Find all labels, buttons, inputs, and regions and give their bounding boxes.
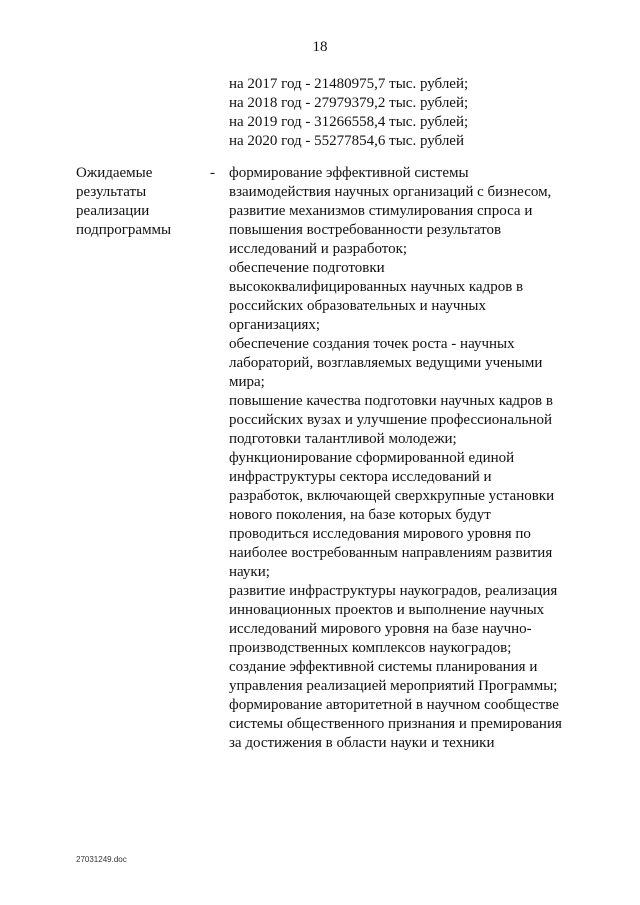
results-line: мира; xyxy=(229,374,265,390)
funding-line-2018: на 2018 год - 27979379,2 тыс. рублей; xyxy=(229,95,469,111)
results-line: производственных комплексов наукоградов; xyxy=(229,640,512,656)
results-line: науки; xyxy=(229,564,270,580)
funding-line-2020: на 2020 год - 55277854,6 тыс. рублей xyxy=(229,133,464,149)
section-label-line: Ожидаемые xyxy=(76,165,153,181)
results-line: организациях; xyxy=(229,317,321,333)
section-label-line: результаты xyxy=(76,184,147,200)
page-number: 18 xyxy=(312,39,328,55)
results-line: российских образовательных и научных xyxy=(229,298,486,314)
results-line: функционирование сформированной единой xyxy=(229,450,515,466)
results-line: формирование эффективной системы xyxy=(229,165,469,181)
results-line: взаимодействия научных организаций с бизнесом, xyxy=(229,184,552,200)
results-line: проводиться исследования мирового уровня по xyxy=(229,526,531,542)
results-line: высококвалифицированных научных кадров в xyxy=(229,279,524,295)
results-line: лабораторий, возглавляемых ведущими учеными xyxy=(229,355,543,371)
section-label-line: подпрограммы xyxy=(76,222,172,238)
results-line: наиболее востребованным направлениям развития xyxy=(229,545,553,561)
results-line: подготовки талантливой молодежи; xyxy=(229,431,457,447)
results-line: инфраструктуры сектора исследований и xyxy=(229,469,492,485)
results-line: управления реализацией мероприятий Программы; xyxy=(229,678,558,694)
results-line: развитие инфраструктуры наукоградов, реализация xyxy=(229,583,558,599)
results-text xyxy=(229,164,574,753)
document-filename: 27031249.doc xyxy=(76,855,127,864)
results-line: развитие механизмов стимулирования спроса и xyxy=(229,203,533,219)
section-label-line: реализации xyxy=(76,203,150,219)
funding-line-2019: на 2019 год - 31266558,4 тыс. рублей; xyxy=(229,114,469,130)
results-line: повышения востребованности результатов xyxy=(229,222,502,238)
results-line: исследований и разработок; xyxy=(229,241,408,257)
results-line: обеспечение подготовки xyxy=(229,260,385,276)
funding-line-2017: на 2017 год - 21480975,7 тыс. рублей; xyxy=(229,76,469,92)
results-line: инновационных проектов и выполнение научных xyxy=(229,602,545,618)
results-line: обеспечение создания точек роста - научных xyxy=(229,336,515,352)
results-line: разработок, включающей сверхкрупные установки xyxy=(229,488,555,504)
funding-list xyxy=(229,75,569,151)
results-line: исследований мирового уровня на базе научно- xyxy=(229,621,532,637)
results-line: повышение качества подготовки научных кадров в xyxy=(229,393,553,409)
results-line: нового поколения, на базе которых будут xyxy=(229,507,491,523)
section-label xyxy=(76,164,196,240)
results-line: формирование авторитетной в научном сообществе xyxy=(229,697,559,713)
results-line: создание эффективной системы планирования и xyxy=(229,659,538,675)
results-line: системы общественного признания и премирования xyxy=(229,716,562,732)
separator-dash: - xyxy=(210,165,215,181)
results-line: российских вузах и улучшение профессиональной xyxy=(229,412,553,428)
results-line: за достижения в области науки и техники xyxy=(229,735,495,751)
